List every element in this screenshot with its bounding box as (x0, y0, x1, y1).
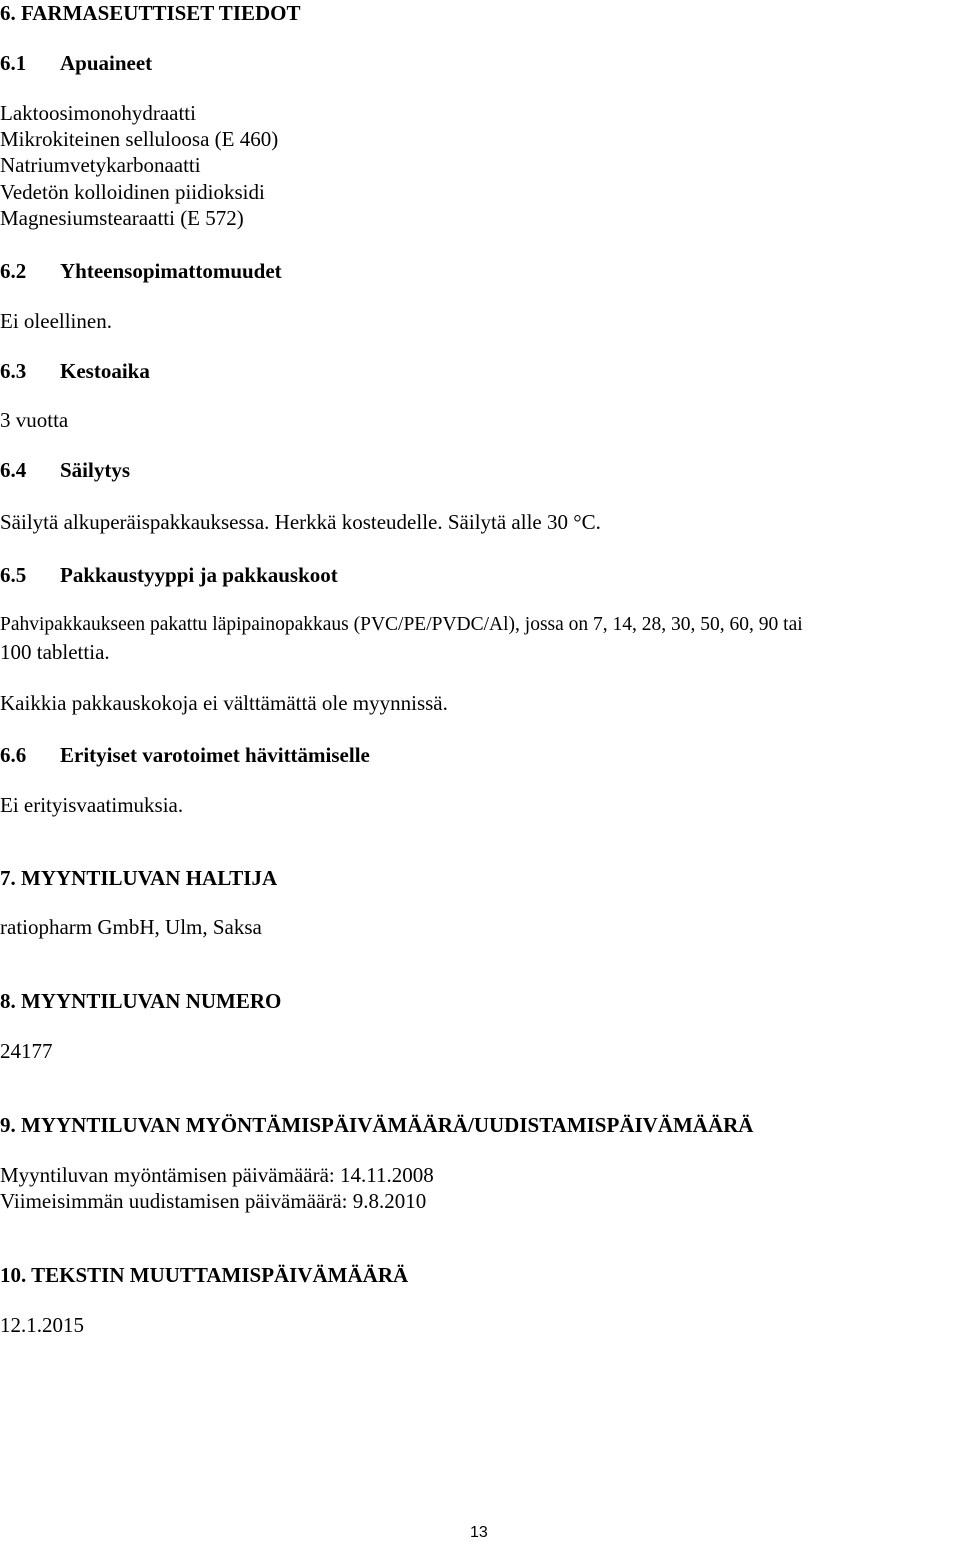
section-number: 6.5 (0, 563, 27, 587)
section-number: 6.2 (0, 259, 27, 283)
section-9-heading: 9. MYYNTILUVAN MYÖNTÄMISPÄIVÄMÄÄRÄ/UUDISTAMISPÄIVÄMÄÄRÄ (0, 1113, 754, 1137)
section-7-heading: 7. MYYNTILUVAN HALTIJA (0, 866, 278, 890)
section-6-heading: 6. FARMASEUTTISET TIEDOT (0, 1, 301, 25)
section-title: Apuaineet (60, 51, 153, 75)
section-6-4-heading (0, 457, 130, 483)
section-8-heading: 8. MYYNTILUVAN NUMERO (0, 989, 282, 1013)
list-item: Laktoosimonohydraatti (0, 101, 196, 125)
section-6-5-text-line: 100 tablettia. (0, 640, 110, 664)
section-6-3-heading (0, 358, 150, 384)
section-9-text-line: Viimeisimmän uudistamisen päivämäärä: 9.8.2010 (0, 1189, 427, 1213)
page-number: 13 (470, 1524, 488, 1541)
section-6-1-heading (0, 50, 152, 76)
section-6-6-text: Ei erityisvaatimuksia. (0, 793, 184, 817)
section-6-2-heading (0, 258, 282, 284)
section-title: Yhteensopimattomuudet (60, 259, 282, 283)
list-item: Vedetön kolloidinen piidioksidi (0, 180, 265, 204)
section-10-heading: 10. TEKSTIN MUUTTAMISPÄIVÄMÄÄRÄ (0, 1263, 409, 1287)
section-6-4-text: Säilytä alkuperäispakkauksessa. Herkkä kosteudelle. Säilytä alle 30 °C. (0, 510, 601, 534)
section-number: 6.1 (0, 51, 27, 75)
section-8-text: 24177 (0, 1039, 53, 1063)
section-6-3-text: 3 vuotta (0, 408, 69, 432)
section-6-2-text: Ei oleellinen. (0, 309, 112, 333)
section-title: Pakkaustyyppi ja pakkauskoot (60, 563, 338, 587)
section-6-5-text-line: Pahvipakkaukseen pakattu läpipainopakkaus (PVC/PE/PVDC/Al), jossa on 7, 14, 28, 30, 50, 60, 90 tai (0, 614, 803, 635)
section-number: 6.3 (0, 359, 27, 383)
section-6-5-heading (0, 562, 338, 588)
section-title: Erityiset varotoimet hävittämiselle (60, 743, 370, 767)
list-item: Magnesiumstearaatti (E 572) (0, 206, 244, 230)
section-6-6-heading (0, 742, 370, 768)
section-9-text-line: Myyntiluvan myöntämisen päivämäärä: 14.11.2008 (0, 1163, 434, 1187)
section-title: Säilytys (60, 458, 131, 482)
section-6-5-note: Kaikkia pakkauskokoja ei välttämättä ole myynnissä. (0, 691, 448, 715)
section-10-text: 12.1.2015 (0, 1313, 84, 1337)
section-number: 6.6 (0, 743, 27, 767)
section-title: Kestoaika (60, 359, 150, 383)
list-item: Natriumvetykarbonaatti (0, 153, 201, 177)
list-item: Mikrokiteinen selluloosa (E 460) (0, 127, 279, 151)
section-number: 6.4 (0, 458, 27, 482)
section-7-text: ratiopharm GmbH, Ulm, Saksa (0, 915, 262, 939)
